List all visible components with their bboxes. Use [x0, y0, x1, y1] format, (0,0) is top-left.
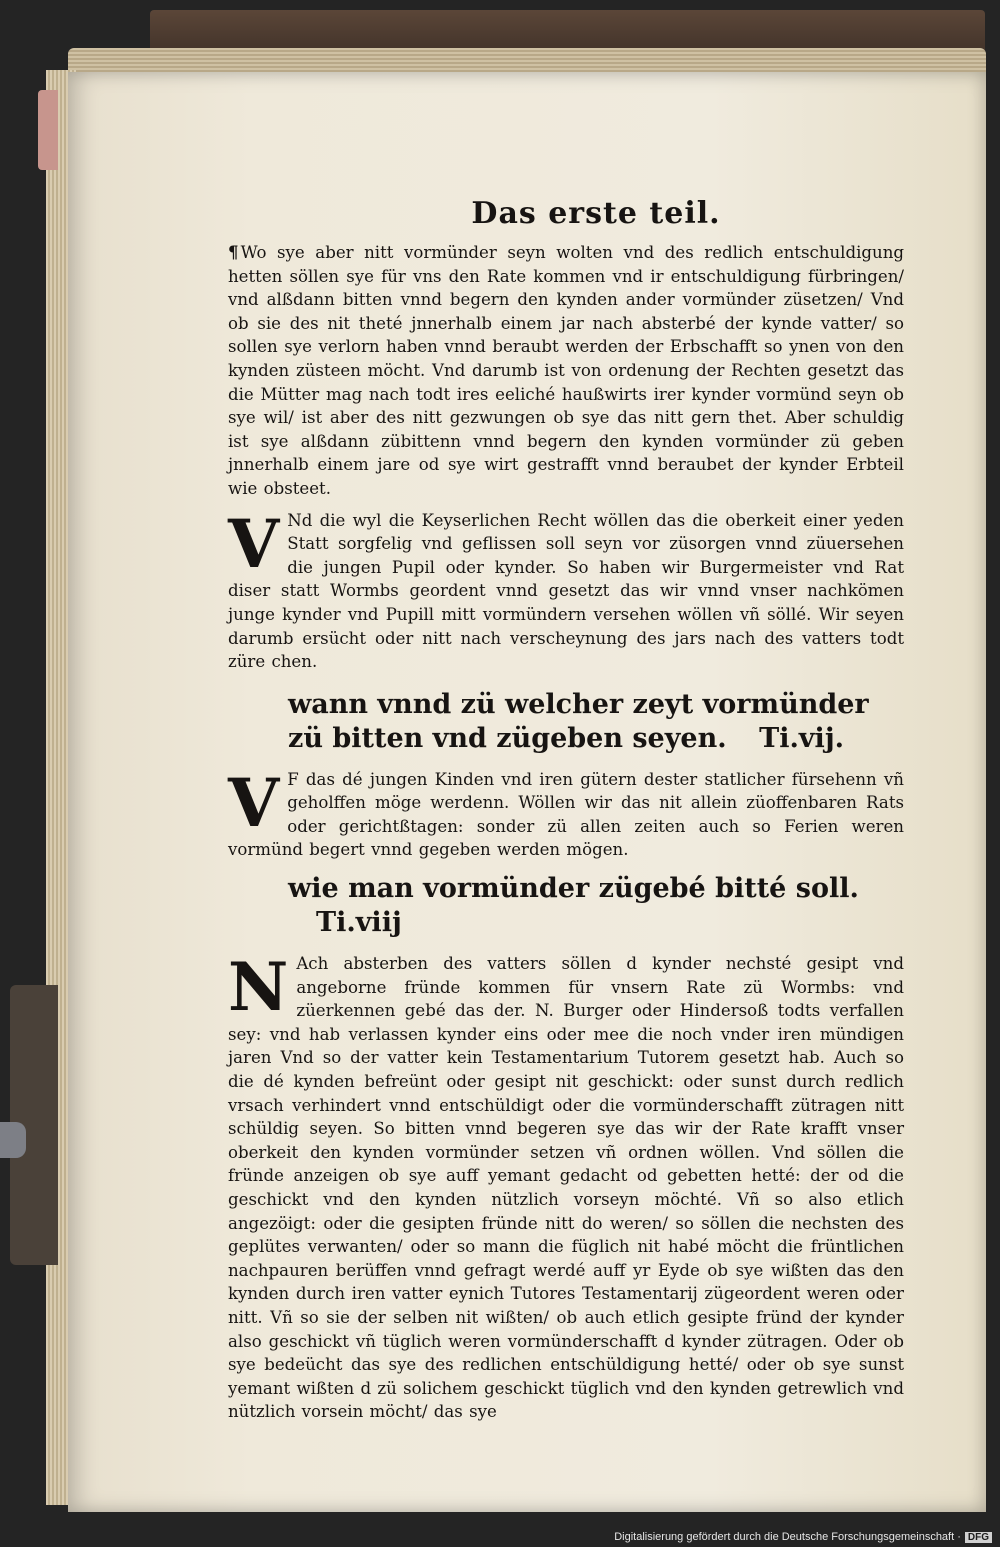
pilcrow-mark: ¶	[228, 242, 239, 262]
running-head: Das erste teil.	[471, 196, 721, 231]
section-heading-1	[288, 688, 904, 756]
holding-clip	[0, 1122, 26, 1158]
drop-cap: N	[228, 948, 289, 1027]
funding-credit	[614, 1531, 992, 1543]
funding-credit-text: Digitalisierung gefördert durch die Deutsche Forschungsgemeinschaft ·	[614, 1531, 961, 1543]
drop-cap: V	[228, 763, 280, 842]
paragraph-1	[228, 241, 904, 501]
section-heading-2	[288, 872, 904, 940]
paragraph-4-text: Ach absterben des vatters söllen d kynder nechsté gesipt vnd angeborne fründe kommen für vnsern Rate zü Wormbs: vnd züerkennen gebé das der. N. Burger oder Hindersoß todts verfallen sey: vnd hab verlassen kynder eins oder mee die noch vnder iren mündigen jaren Vnd so der vatter kein Testamentarium Tutorem gesetzt hab. Auch so die dé kynden befreünt oder gesipt nit geschickt: oder sunst durch redlich vrsach verhindert vnnd entschüldigt oder die vormünderschafft zütragen nitt schüldig seyen. So bitten vnnd begeren sye das wir der Rate krafft vnser oberkeit den kynden vormünder setzen vñ ordnen wöllen. Vnd söllen die fründe anzeigen ob sye auff yemant gedacht od gebetten hetté: der od die geschickt vnd den kynden nützlich vorseyn möchté. Vñ so also etlich angezöigt: oder die gesipten fründe nitt do weren/ so söllen die nechsten des geplütes verwanten/ oder so mann die füglich nit habé möcht die früntlichen nachpauren berüffen vnnd gefragt werdé auff yr Eyde ob sye wißten das den kynden durch iren vatter eynich Tutores Testamentarij zügeordent weren oder nitt. Vñ so sie der selben nit wißten/ ob auch etlich gesipte fründ der kynder also geschickt vñ tüglich weren vormünderschafft d kynder zütragen. Oder ob sye bedeücht das sye des redlichen entschüldigung hetté/ oder ob sye sunst yemant wißten d zü solichem geschickt tüglich vnd den kynden getrewlich vnd nützlich vorsein möcht/ das sye	[228, 954, 904, 1422]
section-heading-2-title: wie man vormünder zügebé bitté soll.	[288, 873, 859, 905]
title-reference: Ti.viij	[316, 907, 402, 939]
drop-cap: V	[228, 504, 280, 583]
paragraph-3	[228, 763, 904, 862]
page-text	[228, 196, 904, 1432]
paragraph-2-text: Nd die wyl die Keyserlichen Recht wöllen das die oberkeit einer yeden Statt sorgfelig vnd geflissen soll seyn vor züsorgen vnnd züuersehen die jungen Pupil oder kynder. So haben wir Burgermeister vnd Rat diser statt Wormbs geordent vnnd gesetzt das wir vnnd vnser nachkömen junge kynder vnd Pupill mitt vormündern versehen wöllen vñ söllé. Wir seyen darumb ersücht oder nitt nach verscheynung des jars nach des vatters todt züre chen.	[228, 510, 904, 672]
paragraph-4	[228, 948, 904, 1424]
paragraph-2	[228, 504, 904, 674]
title-reference: Ti.vij.	[759, 722, 844, 754]
bookmark-tab	[38, 90, 58, 170]
paragraph-3-text: F das dé jungen Kinden vnd iren gütern dester statlicher fürsehenn vñ geholffen möge werdenn. Wöllen wir das nit allein züoffenbaren Rats oder gerichtßtagen: sonder zü allen zeiten auch so Ferien weren vormünd begert vnnd gegeben werden mögen.	[228, 769, 904, 860]
section-heading-1-title: wann vnnd zü welcher zeyt vormünder zü bitten vnd zügeben seyen.	[288, 688, 869, 754]
dfg-logo: DFG	[965, 1532, 992, 1543]
paragraph-1-text: Wo sye aber nitt vormünder seyn wolten vnd des redlich entschuldigung hetten söllen sye für vns den Rate kommen vnd ir entschuldigung fürbringen/ vnd alßdann bitten vnnd begern den kynden ander vormünder züsetzen/ Vnd ob sie des nit theté jnnerhalb einem jar nach absterbé der kynde vatter/ so sollen sye verlorn haben vnnd beraubt werden der Erbschafft so ynen von den kynden züsteen möcht. Vnd darumb ist von ordenung der Rechten gesetzt das die Mütter mag nach todt ires eeliché haußwirts irer kynder vormünd seyn ob sye wil/ ist aber des nitt gezwungen ob sye das nitt gern thet. Aber schuldig ist sye alßdann zübittenn vnnd begern den kynden vormünder zü geben jnnerhalb einem jare od sye wirt gestrafft vnnd beraubet der kynder Erbteil wie obsteet.	[228, 243, 904, 498]
